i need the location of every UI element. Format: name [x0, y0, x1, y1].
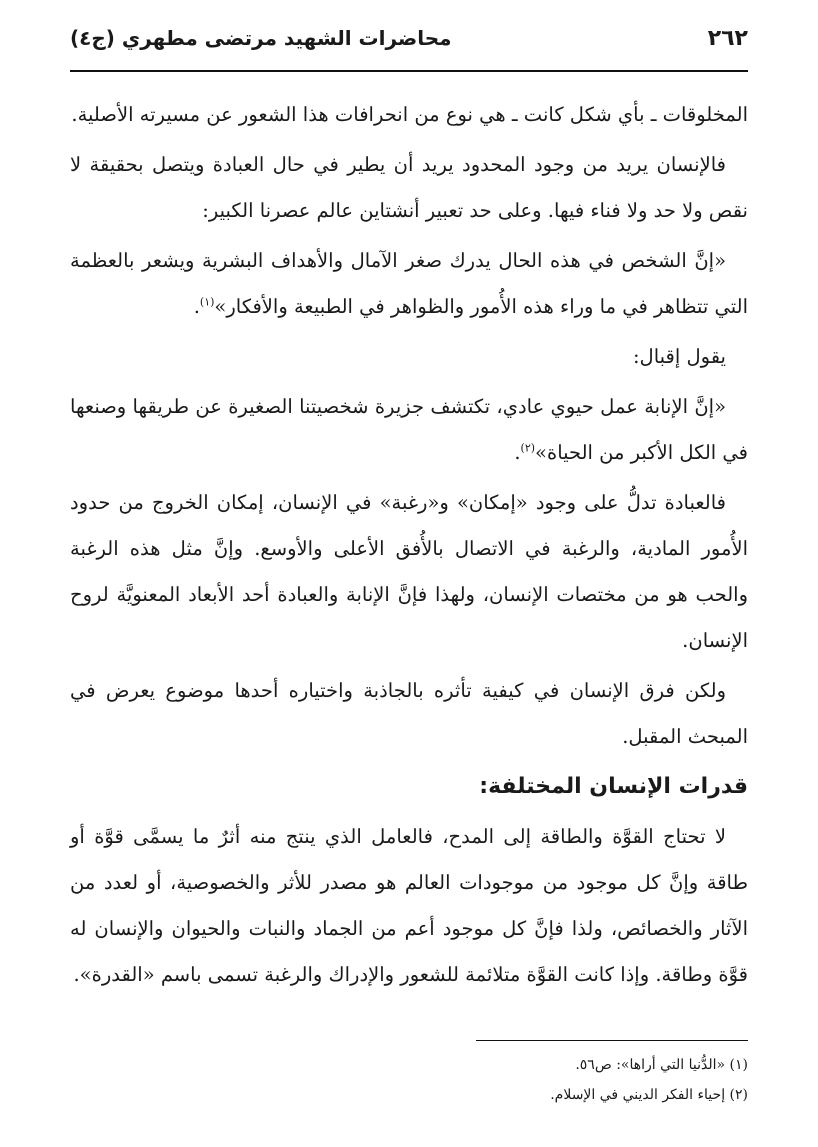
footnote-ref-2: (٢): [520, 441, 536, 455]
quote-iqbal-text: «إنَّ الإنابة عمل حيوي عادي، تكتشف جزيرة شخصيتنا الصغيرة عن طريقها وصنعها في الكل الأكبر من الحياة»: [70, 395, 748, 464]
page-number: ٢٦٢: [707, 26, 748, 51]
footnotes: [70, 1050, 748, 1110]
section-heading: قدرات الإنسان المختلفة:: [479, 774, 748, 799]
footnote-rule: [476, 1040, 748, 1041]
quote-einstein-text: «إنَّ الشخص في هذه الحال يدرك صغر الآمال والأهداف البشرية ويشعر بالعظمة التي تتظاهر في ما وراء هذه الأُمور والظواهر في الطبيعة والأفكار»: [70, 249, 748, 318]
footnote-ref-1: (١): [199, 295, 215, 309]
paragraph-6: فالعبادة تدلُّ على وجود «إمكان» و«رغبة» في الإنسان، إمكان الخروج من حدود الأُمور المادية، والرغبة في الاتصال بالأُفق الأعلى والأوسع. وإنَّ مثل هذه الرغبة والحب هو من مختصات الإنسان، ولهذا فإنَّ الإنابة والعبادة أحد الأبعاد المعنويَّة لروح الإنسان.: [70, 491, 748, 652]
quote-einstein-end: .: [193, 295, 200, 318]
running-title: محاضرات الشهيد مرتضى مطهري (ج٤): [70, 26, 452, 50]
footnote-2: (٢) إحياء الفكر الديني في الإسلام.: [550, 1087, 748, 1103]
page-body: [70, 92, 748, 1002]
paragraph-8: لا تحتاج القوَّة والطاقة إلى المدح، فالعامل الذي ينتج منه أثرٌ ما يسمَّى قوَّة أو طاقة وإنَّ كل موجود من موجودات العالم هو مصدر للأثر والخصوصية، أو لعدد من الآثار والخصائص، ولذا فإنَّ كل موجود أعم من الجماد والنبات والحيوان والإنسان له قوَّة وطاقة. وإذا كانت القوَّة متلائمة للشعور والإدراك والرغبة تسمى باسم «القدرة».: [70, 825, 748, 986]
paragraph-iqbal-intro: يقول إقبال:: [632, 345, 726, 368]
page-header: [70, 26, 748, 72]
quote-iqbal: [70, 384, 748, 476]
paragraph-2: فالإنسان يريد من وجود المحدود يريد أن يطير في حال العبادة ويتصل بحقيقة لا نقص ولا حد ولا فناء فيها. وعلى حد تعبير أنشتاين عالم عصرنا الكبير:: [70, 153, 748, 222]
quote-iqbal-end: .: [514, 441, 521, 464]
quote-einstein: [70, 238, 748, 330]
paragraph-1: المخلوقات ـ بأي شكل كانت ـ هي نوع من انحرافات هذا الشعور عن مسيرته الأصلية.: [71, 103, 748, 126]
footnote-1: (١) «الدُّنيا التي أراها»: ص٥٦.: [575, 1057, 748, 1073]
paragraph-7: ولكن فرق الإنسان في كيفية تأثره بالجاذبة واختياره أحدها موضوع يعرض في المبحث المقبل.: [70, 679, 748, 748]
